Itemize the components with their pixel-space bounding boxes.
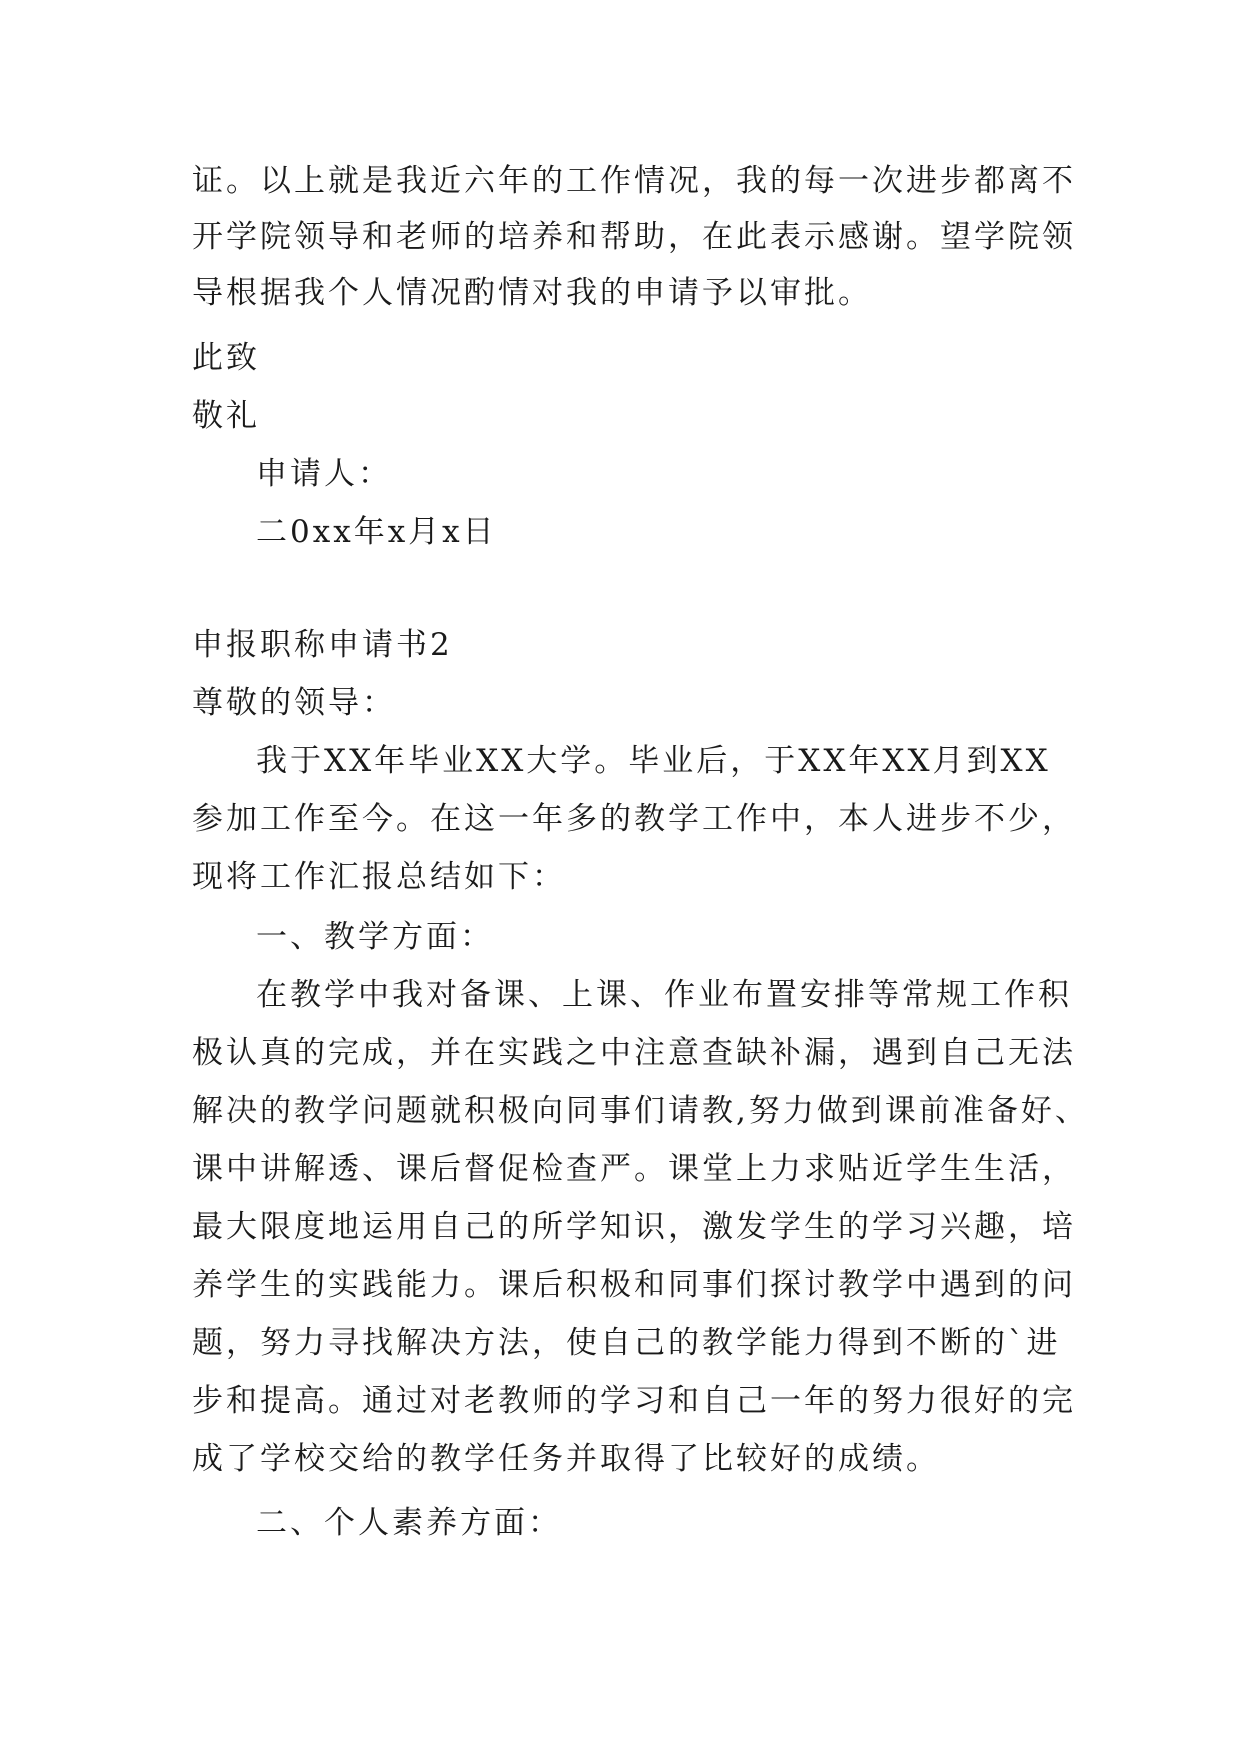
- salutation: 尊敬的领导：: [192, 685, 396, 721]
- applicant-label: 申请人：: [256, 456, 392, 492]
- paragraph-line: 解决的教学问题就积极向同事们请教,努力做到课前准备好、: [192, 1093, 1089, 1129]
- paragraph-line: 成了学校交给的教学任务并取得了比较好的成绩。: [192, 1441, 940, 1477]
- section-heading: 二、个人素养方面：: [256, 1505, 562, 1541]
- paragraph-line: 最大限度地运用自己的所学知识，激发学生的学习兴趣，培: [192, 1209, 1076, 1245]
- paragraph-line: 开学院领导和老师的培养和帮助，在此表示感谢。望学院领: [192, 219, 1076, 255]
- date-line: 二0xx年x月x日: [256, 514, 497, 550]
- section-title: 申报职称申请书2: [192, 627, 453, 663]
- paragraph-line: 课中讲解透、课后督促检查严。课堂上力求贴近学生生活，: [192, 1151, 1076, 1187]
- paragraph-line: 现将工作汇报总结如下：: [192, 859, 566, 895]
- section-heading: 一、教学方面：: [256, 919, 494, 955]
- paragraph-line: 我于XX年毕业XX大学。毕业后，于XX年XX月到XX: [256, 743, 1051, 779]
- paragraph-line: 参加工作至今。在这一年多的教学工作中，本人进步不少，: [192, 801, 1076, 837]
- paragraph-line: 证。以上就是我近六年的工作情况，我的每一次进步都离不: [192, 163, 1076, 199]
- paragraph-line: 养学生的实践能力。课后积极和同事们探讨教学中遇到的问: [192, 1267, 1076, 1303]
- paragraph-line: 导根据我个人情况酌情对我的申请予以审批。: [192, 275, 872, 311]
- paragraph-line: 在教学中我对备课、上课、作业布置安排等常规工作积: [256, 977, 1072, 1013]
- closing-line: 此致: [192, 340, 260, 376]
- paragraph-line: 题，努力寻找解决方法，使自己的教学能力得到不断的`进: [192, 1325, 1061, 1361]
- paragraph-line: 极认真的完成，并在实践之中注意查缺补漏，遇到自己无法: [192, 1035, 1076, 1071]
- closing-line: 敬礼: [192, 398, 260, 434]
- paragraph-line: 步和提高。通过对老教师的学习和自己一年的努力很好的完: [192, 1383, 1076, 1419]
